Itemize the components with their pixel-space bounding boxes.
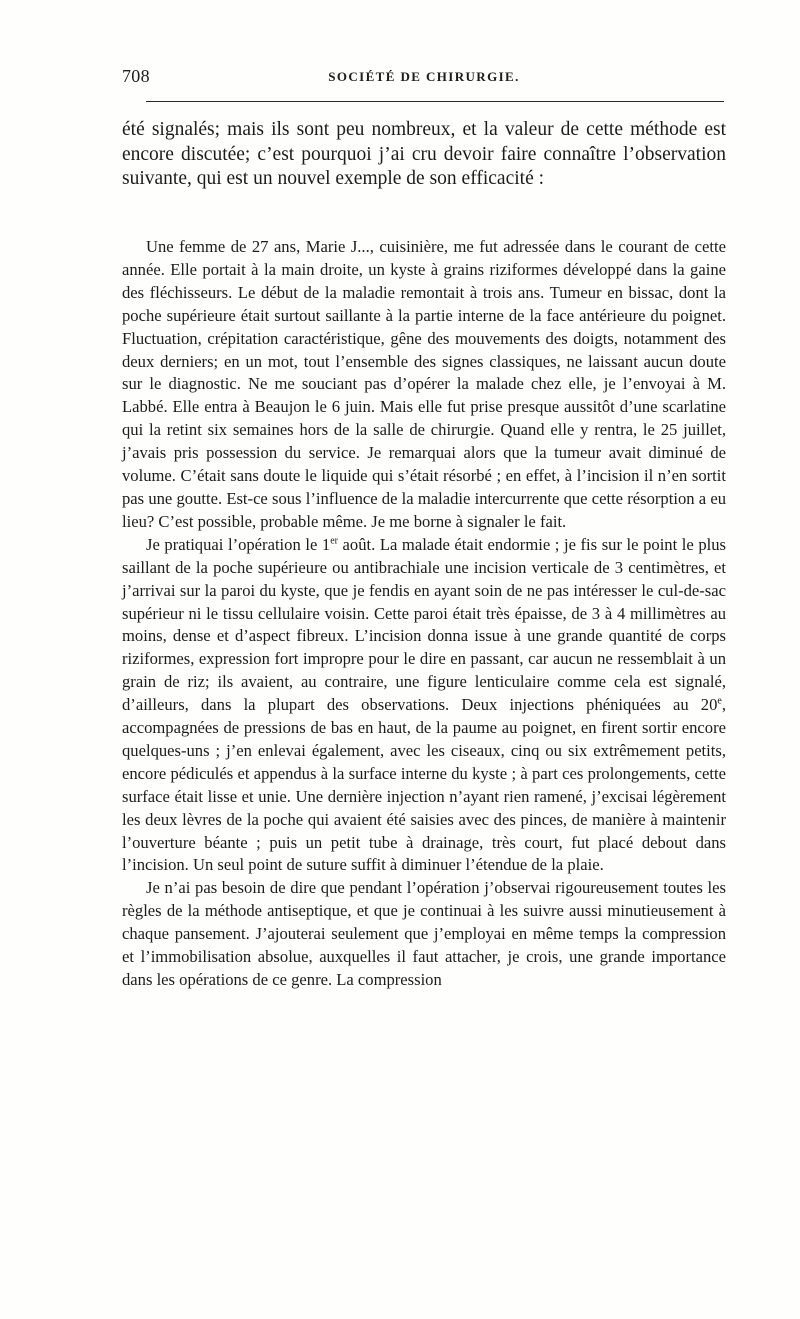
intro-paragraph: été signalés; mais ils sont peu nombreux, et la valeur de cette méthode est encore discutée; c’est pourquoi j’ai cru devoir faire connaître l’observation suivante, qui est un nouvel exemple de son efficacité : xyxy=(122,119,726,189)
page-header xyxy=(122,66,726,96)
header-rule xyxy=(146,101,724,102)
ordinal-superscript: e xyxy=(717,695,722,707)
operation-text-end: , accompagnées de pressions de bas en haut, de la paume au poignet, en firent sortir encore quelques-uns ; j’en enlevai également, avec les ciseaux, cinq ou six extrêmement petits, encore pédiculés et appendus à la surface interne du kyste ; à part ces prolongements, cette surface était lisse et unie. Une dernière injection n’ayant rien ramené, j’excisai légèrement les deux lèvres de la poche qui avaient été saisies avec des pinces, de manière à maintenir l’ouverture béante ; puis un petit tube à drainage, très court, fut placé debout dans l’incision. Un seul point de suture suffit à diminuer l’étendue de la plaie. xyxy=(122,695,726,875)
case-paragraph: Une femme de 27 ans, Marie J..., cuisinière, me fut adressée dans le courant de cette année. Elle portait à la main droite, un kyste à grains riziformes développé dans la gaine des fléchisseurs. Le début de la maladie remontait à trois ans. Tumeur en bissac, dont la poche supérieure était surtout saillante à la partie interne de la face antérieure du poignet. Fluctuation, crépitation caractéristique, gêne des mouvements des doigts, notamment des deux derniers; en un mot, tout l’ensemble des signes classiques, ne laissant aucun doute sur le diagnostic. Ne me souciant pas d’opérer la malade chez elle, je l’envoyai à M. Labbé. Elle entra à Beaujon le 6 juin. Mais elle fut prise presque aussitôt d’une scarlatine qui la retint six semaines hors de la salle de chirurgie. Quand elle y rentra, le 25 juillet, j’avais pris possession du service. Je remarquai alors que la tumeur avait diminué de volume. C’était sans doute le liquide qui s’était résorbé ; en effet, à l’incision il n’en sortit pas une goutte. Est-ce sous l’influence de la maladie intercurrente que cette résorption a eu lieu? C’est possible, probable même. Je me borne à signaler le fait. xyxy=(122,237,726,531)
operation-text-middle: août. La malade était endormie ; je fis sur le point le plus saillant de la poche supérieure ou antibrachiale une incision verticale de 3 centimètres, et j’arrivai sur la paroi du kyste, que je fendis en ayant soin de ne pas intéresser le cul-de-sac supérieur ni le tissu cellulaire voisin. Cette paroi était très épaisse, de 3 à 4 millimètres au moins, dense et d’aspect fibreux. L’incision donna issue à une grande quantité de corps riziformes, expression fort impropre pour le dire en passant, car aucun ne ressemblait à un grain de riz; ils avaient, au contraire, une figure lenticulaire comme cela est signalé, d’ailleurs, dans la plupart des observations. Deux injections phéniquées au 20 xyxy=(122,534,727,715)
antiseptic-paragraph: Je n’ai pas besoin de dire que pendant l’opération j’observai rigoureusement toutes les règles de la méthode antiseptique, et que je continuai à les suivre aussi minutieusement à chaque pansement. J’ajouterai seulement que j’employai en même temps la compression et l’immobilisation absolue, auxquelles il faut attacher, je crois, une grande importance dans les opérations de ce genre. La compression xyxy=(122,878,726,989)
operation-paragraph xyxy=(122,534,726,878)
operation-text-start: Je pratiquai l’opération le 1 xyxy=(146,534,331,554)
running-head: SOCIÉTÉ DE CHIRURGIE. xyxy=(328,69,520,84)
ordinal-superscript: er xyxy=(330,535,338,547)
page-number: 708 xyxy=(122,66,150,86)
observation-text xyxy=(122,236,726,992)
